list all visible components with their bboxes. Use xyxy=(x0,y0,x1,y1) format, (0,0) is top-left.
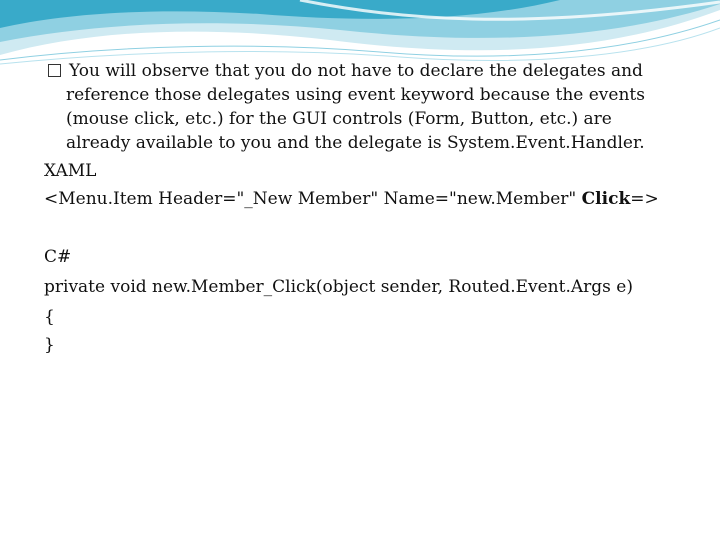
bullet-line-2: reference those delegates using event keyword because the events xyxy=(66,85,645,105)
csharp-code-line-1: private void new.Member_Click(object sender, Routed.Event.Args e) xyxy=(44,277,633,297)
xaml-label: XAML xyxy=(44,161,97,181)
csharp-label: C# xyxy=(44,247,72,267)
bullet-line-4: already available to you and the delegate is System.Event.Handler. xyxy=(66,133,645,153)
csharp-code-line-2: { xyxy=(44,307,55,327)
xaml-code-click: Click xyxy=(581,189,631,209)
bullet-line-1 xyxy=(48,60,643,82)
checkbox-bullet-icon xyxy=(48,64,61,77)
xaml-code-prefix: <Menu.Item Header="_New Member" Name="new.Member" xyxy=(44,189,582,209)
xaml-code-suffix: => xyxy=(630,189,659,209)
csharp-code-line-3: } xyxy=(44,335,55,355)
xaml-code-line xyxy=(44,188,659,210)
bullet-text-1: You will observe that you do not have to declare the delegates and xyxy=(69,61,643,81)
bullet-line-3: (mouse click, etc.) for the GUI controls (Form, Button, etc.) are xyxy=(66,109,612,129)
